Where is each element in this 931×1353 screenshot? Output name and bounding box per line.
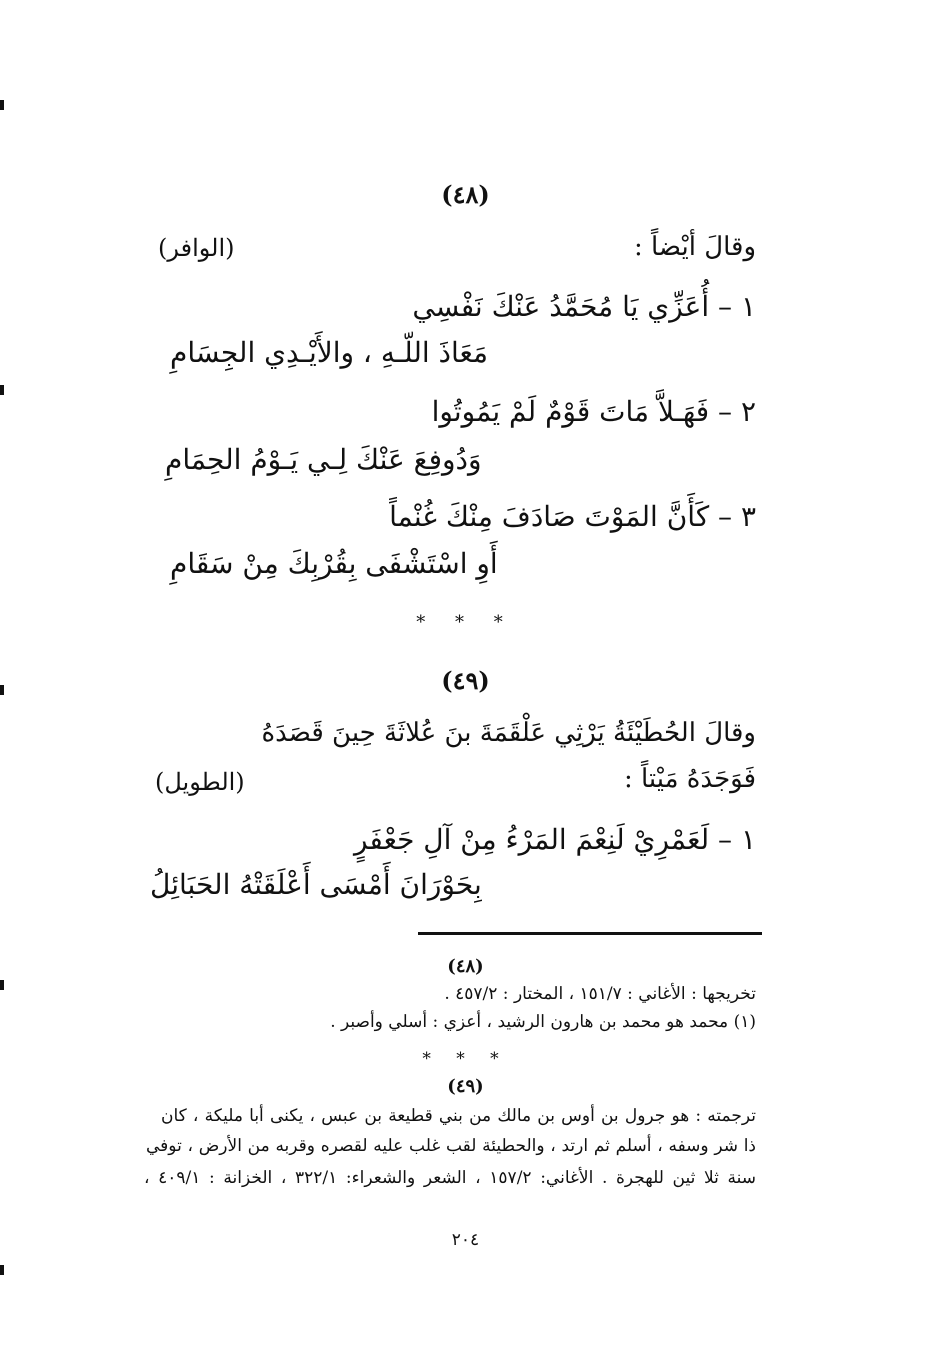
verse-second-hemistich: أَوِ اسْتَشْفَى بِقُرْبِكَ مِنْ سَقَامِ: [170, 547, 498, 580]
footnote-line: ذا شر وسفه ، أسلم ثم ارتد ، والحطيئة لقب غلب عليه لقصره وقربه من الأرض ، توفي: [146, 1136, 756, 1156]
footnote-line: ترجمته : هو جرول بن أوس بن مالك من بني قطيعة بن عبس ، يكنى أبا مليكة ، كان: [161, 1106, 756, 1126]
section-separator: * * *: [416, 612, 515, 633]
scan-mark: [0, 100, 4, 110]
footnote-divider: [418, 932, 762, 935]
verse-second-hemistich: مَعَاذَ اللّـهِ ، والأَيْـدِي الجِسَامِ: [170, 336, 489, 369]
poem-number: (٤٩): [441, 666, 490, 695]
verse-second-hemistich: بِحَوْرَانَ أَمْسَى أَعْلَقَتْهُ الحَبَائِلُ: [150, 868, 482, 901]
footnote-line: سنة ثلا ثين للهجرة . الأغاني: ١٥٧/٢ ، الشعر والشعراء: ٣٢٢/١ ، الخزانة : ٤٠٩/١ ،: [144, 1168, 757, 1188]
scan-mark: [0, 385, 4, 395]
verse-second-hemistich: وَدُوفِعَ عَنْكَ لِـي يَـوْمُ الحِمَامِ: [165, 443, 482, 476]
footnote-number: (٤٨): [447, 956, 484, 977]
page-number: ٢٠٤: [451, 1230, 480, 1250]
scan-mark: [0, 1265, 4, 1275]
poem-intro: وقالَ الحُطَيْئَةُ يَرْثِي عَلْقَمَةَ بنَ عُلاثَةَ حِينَ قَصَدَهُ: [261, 718, 756, 748]
footnote-line: تخريجها : الأغاني : ١٥١/٧ ، المختار : ٤٥٧/٢ .: [444, 984, 756, 1004]
verse-first-hemistich: ١ – أُعَزِّي يَا مُحَمَّدُ عَنْكَ نَفْسِي: [412, 290, 756, 323]
poem-number: (٤٨): [441, 180, 490, 209]
footnote-separator: * * *: [422, 1049, 509, 1069]
verse-first-hemistich: ٣ – كَأَنَّ المَوْتَ صَادَفَ مِنْكَ غُنْماً: [389, 500, 756, 533]
poem-intro: فَوَجَدَهُ مَيْتاً :: [623, 764, 756, 794]
scan-mark: [0, 980, 4, 990]
poem-meter: (الوافر): [158, 234, 235, 262]
footnote-number: (٤٩): [447, 1076, 484, 1097]
poem-meter: (الطويل): [155, 768, 245, 796]
poem-intro: وقالَ أيْضاً :: [633, 232, 756, 262]
footnote-line: (١) محمد هو محمد بن هارون الرشيد ، أعزي : أسلي وأصبر .: [330, 1012, 756, 1032]
verse-first-hemistich: ٢ – فَهَـلاَّ مَاتَ قَوْمٌ لَمْ يَمُوتُوا: [431, 395, 756, 428]
verse-first-hemistich: ١ – لَعَمْرِيْ لَنِعْمَ المَرْءُ مِنْ آلِ جَعْفَرٍ: [353, 823, 756, 856]
